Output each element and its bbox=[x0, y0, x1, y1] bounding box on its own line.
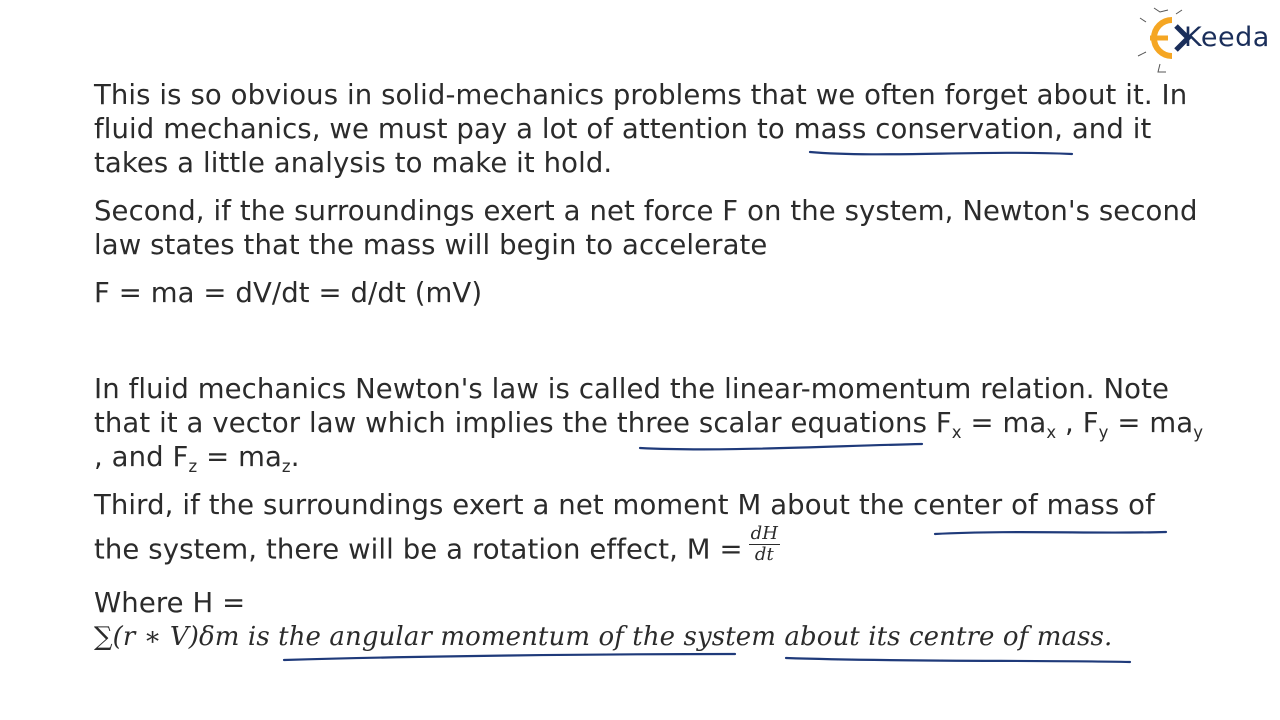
eq-part: = ma bbox=[1108, 407, 1194, 439]
paragraph-4-line-2 bbox=[94, 523, 780, 571]
sub-z: z bbox=[188, 456, 198, 476]
sub-z: z bbox=[281, 456, 291, 476]
p3-text: that it a vector law which implies the three scalar equations F bbox=[94, 407, 952, 439]
paragraph-2-line-1: Second, if the surroundings exert a net force F on the system, Newton's second bbox=[94, 195, 1198, 227]
eq-part: , and F bbox=[94, 441, 189, 473]
sub-y: y bbox=[1098, 422, 1109, 442]
underline-three-scalar-equations bbox=[640, 444, 922, 449]
paragraph-4-line-1: Third, if the surroundings exert a net moment M about the center of mass of bbox=[94, 489, 1155, 521]
eq-part: = ma bbox=[197, 441, 282, 473]
paragraph-1-line-3: takes a little analysis to make it hold. bbox=[94, 147, 613, 179]
paragraph-1-line-1: This is so obvious in solid-mechanics problems that we often forget about it. In bbox=[94, 79, 1188, 111]
paragraph-5-line-1: Where H = bbox=[94, 587, 246, 619]
paragraph-2-line-2: law states that the mass will begin to accelerate bbox=[94, 229, 768, 261]
sub-x: x bbox=[951, 422, 962, 442]
underline-mass-conservation bbox=[810, 152, 1072, 154]
dH-dt-fraction bbox=[749, 524, 780, 565]
underline-about-centre-of-mass bbox=[786, 658, 1130, 662]
p4-text: the system, there will be a rotation effect, M = bbox=[94, 533, 743, 566]
sub-y: y bbox=[1193, 422, 1204, 442]
eq-part: . bbox=[290, 441, 300, 473]
sub-x: x bbox=[1046, 422, 1057, 442]
paragraph-3-line-1: In fluid mechanics Newton's law is called the linear-momentum relation. Note bbox=[94, 373, 1169, 405]
underline-angular-momentum bbox=[284, 654, 735, 660]
paragraph-3-line-3 bbox=[94, 440, 300, 474]
newton-equation: F = ma = dV/dt = d/dt (mV) bbox=[94, 277, 483, 309]
eq-part: , F bbox=[1056, 407, 1099, 439]
paragraph-1-line-2: fluid mechanics, we must pay a lot of attention to mass conservation, and it bbox=[94, 113, 1152, 145]
fraction-numerator: dH bbox=[750, 523, 779, 544]
underline-center-of-mass bbox=[935, 532, 1166, 534]
angular-momentum-definition: ∑(r ∗ V)δm is the angular momentum of the system about its centre of mass. bbox=[94, 622, 1113, 652]
logo-text: Keeda bbox=[1184, 22, 1270, 53]
eq-part: = ma bbox=[961, 407, 1047, 439]
fraction-denominator: dt bbox=[754, 544, 774, 565]
paragraph-3-line-2 bbox=[94, 406, 1203, 440]
